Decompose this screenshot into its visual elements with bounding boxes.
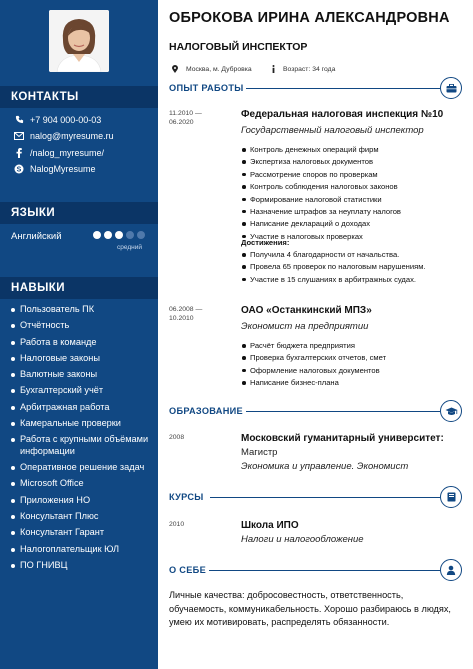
skills-heading: НАВЫКИ [0,277,158,299]
duty-item: Расчёт бюджета предприятия [241,341,441,350]
contact-text: nalog@myresume.ru [30,130,114,141]
achievement-item: Провела 65 проверок по налоговым нарушениям. [241,262,433,271]
duty-item: Экспертиза налоговых документов [241,157,441,166]
briefcase-icon [440,77,462,99]
education-heading: ОБРАЗОВАНИЕ [169,406,243,416]
rating-dot-filled [115,231,123,239]
rating-dot-filled [93,231,101,239]
profile-photo [49,10,109,72]
skill-item: Работа с крупными объёмами информации [11,434,151,457]
job-dates: 11.2010 — 06.2020 [169,110,202,126]
person-position: НАЛОГОВЫЙ ИНСПЕКТОР [169,41,308,53]
skype-icon [13,164,25,174]
duty-item: Проверка бухгалтерских отчетов, смет [241,353,441,362]
divider [246,411,440,412]
rating-dot-empty [126,231,134,239]
experience-heading: ОПЫТ РАБОТЫ [169,83,244,93]
language-level: средний [117,244,142,251]
duty-item: Оформление налоговых документов [241,366,441,375]
duty-item: Контроль соблюдения налоговых законов [241,182,441,191]
skill-item: Приложения НО [11,495,151,507]
course-school: Школа ИПО [241,520,299,531]
skill-item: Налогоплательщик ЮЛ [11,544,151,556]
graduation-cap-icon [440,400,462,422]
courses-heading: КУРСЫ [169,492,204,502]
about-heading: О СЕБЕ [169,565,206,575]
contact-email[interactable] [13,129,114,142]
skill-item: Арбитражная работа [11,402,151,414]
contact-text: /nalog_myresume/ [30,147,105,158]
divider [209,570,440,571]
course-topic: Налоги и налогообложение [241,534,364,545]
job-duties [241,145,441,244]
skill-item: Камеральные проверки [11,418,151,430]
divider [246,88,440,89]
education-year: 2008 [169,434,185,441]
age-text: Возраст: 34 года [283,65,336,73]
achievements-label: Достижения: [241,238,290,247]
skill-item: Консультант Плюс [11,511,151,523]
contact-text: +7 904 000-00-03 [30,114,102,125]
duty-item: Написание бизнес-плана [241,378,441,387]
skills-list [11,304,151,576]
rating-dot-filled [104,231,112,239]
course-year: 2010 [169,521,185,528]
email-icon [13,132,25,140]
book-icon [440,486,462,508]
languages-heading: ЯЗЫКИ [0,202,158,224]
achievement-item: Участие в 15 слушаниях в арбитражных судах. [241,275,433,284]
about-text: Личные качества: добросовестность, ответственность, обучаемость, коммуникабельность. Хорошо разбираюсь в людях, умею их мотивировать, распределять обязанности. [169,590,451,628]
duty-item: Назначение штрафов за неуплату налогов [241,207,441,216]
job-dates: 06.2008 — 10.2010 [169,306,203,322]
contact-text: NalogMyresume [30,163,96,174]
skill-item: Налоговые законы [11,353,151,365]
info-icon [272,65,275,73]
skill-item: Бухгалтерский учёт [11,385,151,397]
sidebar [0,0,158,669]
job-organization: ОАО «Останкинский МПЗ» [241,305,372,316]
job-duties [241,341,441,391]
duty-item: Написание деклараций о доходах [241,219,441,228]
language-name: Английский [11,231,62,242]
language-rating [93,231,145,239]
person-name: ОБРОКОВА ИРИНА АЛЕКСАНДРОВНА [169,10,450,26]
job-role: Экономист на предприятии [241,321,369,332]
svg-text:S: S [16,166,22,173]
person-icon [440,559,462,581]
skill-item: Оперативное решение задач [11,462,151,474]
duty-item: Рассмотрение споров по проверкам [241,170,441,179]
divider [210,497,440,498]
skill-item: Microsoft Office [11,478,151,490]
duty-item: Формирование налоговой статистики [241,195,441,204]
duty-item: Контроль денежных операций фирм [241,145,441,154]
duty-item: Участие в налоговых проверках [241,232,441,241]
contact-phone[interactable] [13,113,101,126]
facebook-icon [13,148,25,158]
rating-dot-empty [137,231,145,239]
phone-icon [13,115,25,124]
job-role: Государственный налоговый инспектор [241,125,424,136]
location-text: Москва, м. Дубровка [186,65,252,73]
job-organization: Федеральная налоговая инспекция №10 [241,109,444,120]
location-pin-icon [172,65,178,73]
contact-skype[interactable] [13,162,96,175]
skill-item: Валютные законы [11,369,151,381]
skill-item: Отчётность [11,320,151,332]
skill-item: Пользователь ПК [11,304,151,316]
skill-item: Работа в команде [11,337,151,349]
education-field: Экономика и управление. Экономист [241,461,409,472]
age [272,65,335,73]
education-institution: Московский гуманитарный университет: [241,433,444,444]
skill-item: Консультант Гарант [11,527,151,539]
education-degree: Магистр [241,447,278,458]
achievement-item: Получила 4 благодарности от начальства. [241,250,433,259]
location [172,65,252,73]
skill-item: ПО ГНИВЦ [11,560,151,572]
job-achievements [241,250,433,287]
contact-facebook[interactable] [13,146,104,159]
contacts-heading: КОНТАКТЫ [0,86,158,108]
